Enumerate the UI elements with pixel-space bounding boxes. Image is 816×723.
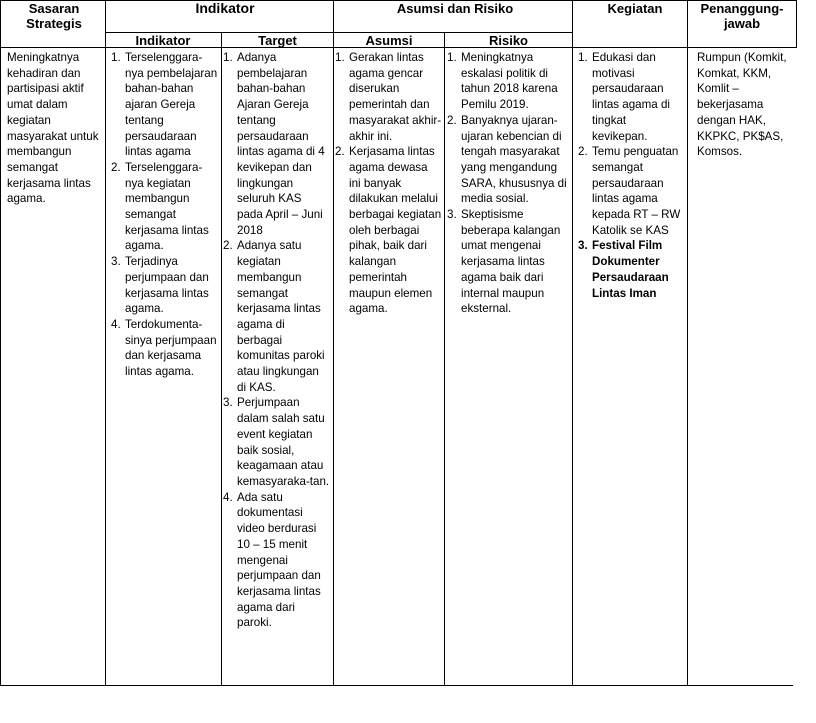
list-item-number: 2. bbox=[578, 145, 588, 159]
header-asumsi: Asumsi bbox=[365, 33, 413, 48]
col-border-4 bbox=[444, 33, 445, 686]
list-item bbox=[111, 254, 219, 317]
list-item-number: 3. bbox=[111, 255, 121, 269]
list-item-text: Ada satu dokumentasi video berdurasi 10 – 15 menit mengenai perjumpaan dan kerjasama lintas agama dari paroki. bbox=[237, 490, 321, 630]
list-item-text: Terselenggara-nya pembelajaran bahan-bahan ajaran Gereja tentang persaudaraan lintas agama bbox=[125, 51, 218, 159]
list-item bbox=[111, 160, 219, 254]
col-border-0 bbox=[0, 0, 1, 686]
list-item-text: Edukasi dan motivasi persaudaraan lintas agama di tingkat kevikepan. bbox=[592, 51, 670, 143]
header-kegiatan: Kegiatan bbox=[607, 1, 663, 16]
list-item-number: 2. bbox=[223, 239, 233, 253]
cell-asumsi bbox=[335, 50, 442, 317]
list-item-number: 4. bbox=[111, 317, 121, 331]
header-indikator-group: Indikator bbox=[195, 0, 255, 16]
list-item bbox=[223, 395, 330, 489]
header-indikator: Indikator bbox=[135, 33, 191, 48]
list-item bbox=[111, 50, 219, 160]
list-item bbox=[223, 238, 330, 395]
table-border-bottom bbox=[0, 685, 793, 686]
list-item-number: 1. bbox=[447, 51, 457, 64]
list-item-number: 3. bbox=[578, 239, 588, 253]
list-item-number: 2. bbox=[447, 113, 457, 127]
list-item-text: Skeptisisme beberapa kalangan umat mengenai kerjasama lintas agama baik dari internal maupun eksternal. bbox=[461, 208, 561, 316]
risiko-list bbox=[447, 50, 569, 317]
cell-penanggung-jawab bbox=[697, 50, 793, 160]
list-item bbox=[578, 144, 682, 238]
list-item-number: 1. bbox=[223, 51, 233, 64]
list-item-text: Gerakan lintas agama gencar diserukan pemerintah dan masyarakat akhir-akhir ini. bbox=[349, 51, 442, 143]
list-item-number: 4. bbox=[223, 490, 233, 504]
col-border-2 bbox=[221, 33, 222, 686]
list-item-number: 3. bbox=[223, 396, 233, 410]
list-item-number: 1. bbox=[111, 51, 121, 64]
list-item-text: Adanya pembelajaran bahan-bahan Ajaran Gereja tentang persaudaraan lintas agama di 4 kevikepan dan lingkungan seluruh KAS pada April – Juni 2018 bbox=[237, 51, 325, 237]
list-item bbox=[335, 144, 442, 317]
list-item-number: 2. bbox=[335, 145, 345, 159]
col-border-6 bbox=[687, 0, 688, 686]
list-item bbox=[578, 238, 682, 301]
indikator-list bbox=[111, 50, 219, 380]
list-item-text: Festival Film Dokumenter Persaudaraan Lintas Iman bbox=[592, 239, 669, 300]
list-item-text: Kerjasama lintas agama dewasa ini banyak dilakukan melalui berbagai kegiatan oleh berbagai pihak, baik dari kalangan pemerintah maupun elemen agama. bbox=[349, 145, 442, 316]
header-risiko: Risiko bbox=[488, 33, 528, 48]
list-item bbox=[223, 50, 330, 238]
list-item-number: 1. bbox=[578, 51, 588, 64]
sasaran-text: Meningkatnya kehadiran dan partisipasi aktif umat dalam kegiatan masyarakat untuk membangun semangat kerjasama lintas agama. bbox=[7, 51, 99, 206]
cell-indikator bbox=[111, 50, 219, 380]
list-item bbox=[447, 50, 569, 113]
list-item bbox=[111, 317, 219, 380]
cell-risiko bbox=[447, 50, 569, 317]
list-item-text: Meningkatnya eskalasi politik di tahun 2018 karena Pemilu 2019. bbox=[461, 51, 558, 112]
list-item bbox=[447, 113, 569, 207]
list-item-number: 2. bbox=[111, 160, 121, 174]
col-border-7 bbox=[796, 0, 797, 48]
target-list bbox=[223, 50, 330, 631]
header-penanggung-jawab: Penanggung-jawab bbox=[700, 1, 784, 31]
list-item-text: Temu penguatan semangat persaudaraan lintas agama kepada RT – RW Katolik se KAS bbox=[592, 145, 681, 237]
list-item bbox=[447, 207, 569, 317]
kegiatan-list bbox=[578, 50, 682, 301]
cell-sasaran bbox=[7, 50, 102, 207]
col-border-3 bbox=[333, 0, 334, 686]
header-asumsi-risiko-group: Asumsi dan Risiko bbox=[396, 1, 514, 16]
header-target: Target bbox=[258, 33, 297, 48]
list-item-text: Terjadinya perjumpaan dan kerjasama lintas agama. bbox=[125, 255, 209, 316]
penanggung-jawab-text: Rumpun (Komkit, Komkat, KKM, Komlit – bekerjasama dengan HAK, KKPKC, PK$AS, Komsos. bbox=[697, 51, 787, 159]
cell-target bbox=[223, 50, 330, 631]
list-item-text: Banyaknya ujaran-ujaran kebencian di tengah masyarakat yang mengandung SARA, khususnya di media sosial. bbox=[461, 113, 567, 206]
asumsi-list bbox=[335, 50, 442, 317]
list-item bbox=[335, 50, 442, 144]
col-border-5 bbox=[572, 0, 573, 686]
cell-kegiatan bbox=[578, 50, 682, 301]
list-item-text: Terdokumenta-sinya perjumpaan dan kerjasama lintas agama. bbox=[125, 317, 217, 379]
header-sasaran: Sasaran Strategis bbox=[26, 1, 82, 31]
list-item bbox=[223, 490, 330, 631]
list-item-text: Perjumpaan dalam salah satu event kegiatan baik sosial, keagamaan atau kemasyaraka-tan. bbox=[237, 396, 330, 488]
list-item-text: Adanya satu kegiatan membangun semangat kerjasama lintas agama di berbagai komunitas paroki atau lingkungan di KAS. bbox=[237, 239, 325, 394]
list-item-text: Terselenggara-nya kegiatan membangun semangat kerjasama lintas agama. bbox=[125, 160, 209, 253]
list-item bbox=[578, 50, 682, 144]
list-item-number: 1. bbox=[335, 51, 345, 64]
col-border-1 bbox=[105, 0, 106, 686]
list-item-number: 3. bbox=[447, 208, 457, 222]
